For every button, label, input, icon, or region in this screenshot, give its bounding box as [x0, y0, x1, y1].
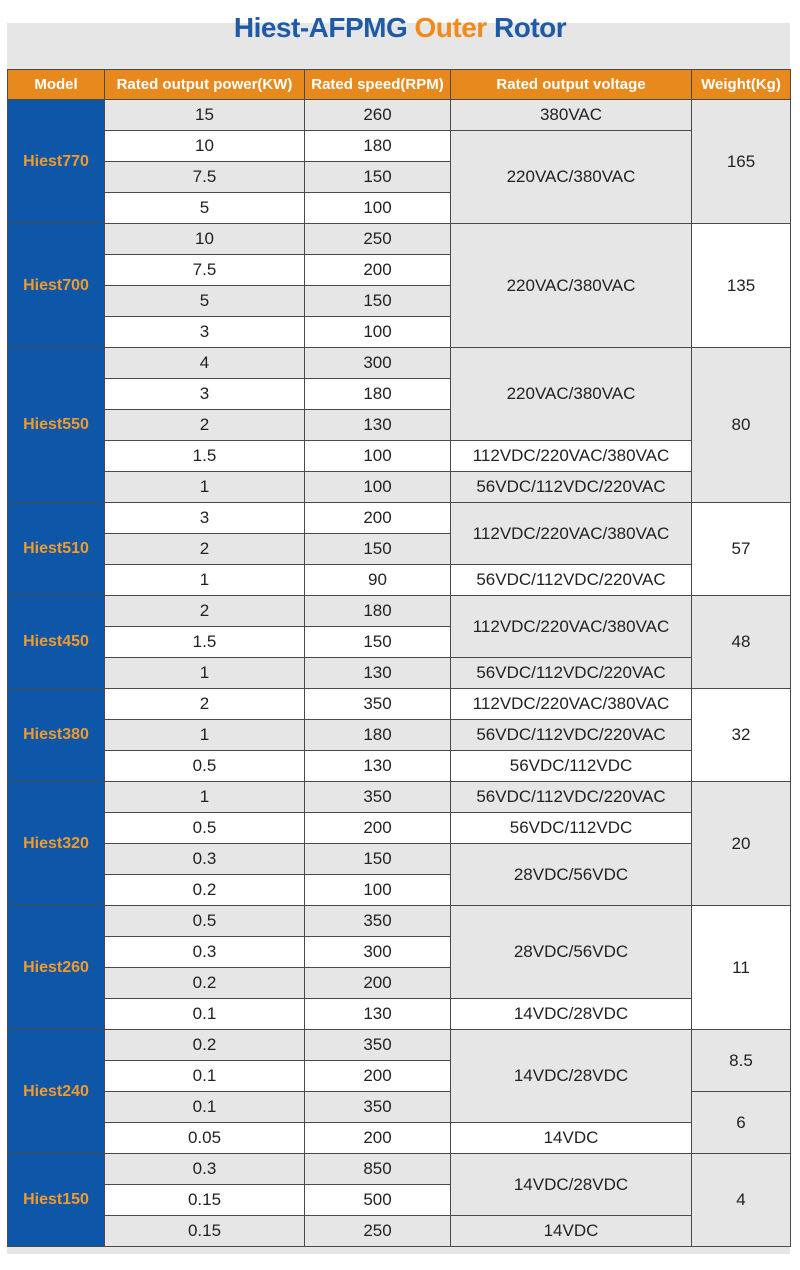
- page-title: [0, 6, 800, 50]
- table-row: [8, 565, 791, 596]
- voltage-cell: 220VAC/380VAC: [451, 224, 692, 348]
- speed-cell: 100: [305, 441, 451, 472]
- power-cell: 2: [105, 689, 305, 720]
- speed-cell: 350: [305, 782, 451, 813]
- power-cell: 0.5: [105, 813, 305, 844]
- speed-cell: 350: [305, 906, 451, 937]
- voltage-cell: 14VDC: [451, 1123, 692, 1154]
- voltage-cell: 220VAC/380VAC: [451, 348, 692, 441]
- speed-cell: 350: [305, 1030, 451, 1061]
- power-cell: 0.3: [105, 937, 305, 968]
- power-cell: 0.15: [105, 1185, 305, 1216]
- title-part-model: Hiest-AFPMG: [233, 12, 415, 43]
- voltage-cell: 112VDC/220VAC/380VAC: [451, 441, 692, 472]
- power-cell: 0.5: [105, 751, 305, 782]
- power-cell: 1.5: [105, 627, 305, 658]
- table-row: [8, 1123, 791, 1154]
- speed-cell: 350: [305, 1092, 451, 1123]
- table-row: [8, 1030, 791, 1061]
- model-cell: Hiest450: [8, 596, 105, 689]
- model-cell: Hiest240: [8, 1030, 105, 1154]
- speed-cell: 180: [305, 720, 451, 751]
- power-cell: 1: [105, 472, 305, 503]
- table-row: [8, 224, 791, 255]
- power-cell: 15: [105, 100, 305, 131]
- power-cell: 0.2: [105, 875, 305, 906]
- speed-cell: 150: [305, 627, 451, 658]
- header-power: Rated output power(KW): [105, 70, 305, 100]
- speed-cell: 180: [305, 379, 451, 410]
- power-cell: 1: [105, 658, 305, 689]
- power-cell: 10: [105, 224, 305, 255]
- header-voltage: Rated output voltage: [451, 70, 692, 100]
- voltage-cell: 14VDC: [451, 1216, 692, 1247]
- power-cell: 0.15: [105, 1216, 305, 1247]
- speed-cell: 130: [305, 658, 451, 689]
- voltage-cell: 56VDC/112VDC: [451, 813, 692, 844]
- weight-cell: 135: [692, 224, 791, 348]
- voltage-cell: 56VDC/112VDC: [451, 751, 692, 782]
- voltage-cell: 220VAC/380VAC: [451, 131, 692, 224]
- table-row: [8, 813, 791, 844]
- power-cell: 3: [105, 379, 305, 410]
- voltage-cell: 14VDC/28VDC: [451, 999, 692, 1030]
- weight-cell: 4: [692, 1154, 791, 1247]
- weight-cell: 80: [692, 348, 791, 503]
- speed-cell: 100: [305, 193, 451, 224]
- table-row: [8, 441, 791, 472]
- header-model: Model: [8, 70, 105, 100]
- table-body: [8, 100, 791, 1247]
- weight-cell: 57: [692, 503, 791, 596]
- voltage-cell: 28VDC/56VDC: [451, 844, 692, 906]
- power-cell: 0.3: [105, 844, 305, 875]
- table-row: [8, 131, 791, 162]
- voltage-cell: 112VDC/220VAC/380VAC: [451, 503, 692, 565]
- power-cell: 1: [105, 720, 305, 751]
- power-cell: 1: [105, 782, 305, 813]
- power-cell: 0.5: [105, 906, 305, 937]
- table-row: [8, 689, 791, 720]
- voltage-cell: 56VDC/112VDC/220VAC: [451, 720, 692, 751]
- speed-cell: 150: [305, 286, 451, 317]
- speed-cell: 200: [305, 255, 451, 286]
- speed-cell: 130: [305, 751, 451, 782]
- speed-cell: 100: [305, 317, 451, 348]
- speed-cell: 100: [305, 472, 451, 503]
- speed-cell: 250: [305, 1216, 451, 1247]
- power-cell: 0.05: [105, 1123, 305, 1154]
- table-row: [8, 100, 791, 131]
- table-row: [8, 906, 791, 937]
- speed-cell: 100: [305, 875, 451, 906]
- power-cell: 2: [105, 410, 305, 441]
- power-cell: 2: [105, 534, 305, 565]
- voltage-cell: 380VAC: [451, 100, 692, 131]
- table-row: [8, 596, 791, 627]
- header-speed: Rated speed(RPM): [305, 70, 451, 100]
- model-cell: Hiest550: [8, 348, 105, 503]
- power-cell: 5: [105, 193, 305, 224]
- power-cell: 1: [105, 565, 305, 596]
- voltage-cell: 112VDC/220VAC/380VAC: [451, 596, 692, 658]
- weight-cell: 48: [692, 596, 791, 689]
- power-cell: 7.5: [105, 162, 305, 193]
- header-row: [8, 70, 791, 100]
- speed-cell: 200: [305, 1123, 451, 1154]
- voltage-cell: 112VDC/220VAC/380VAC: [451, 689, 692, 720]
- header-weight: Weight(Kg): [692, 70, 791, 100]
- table-row: [8, 1154, 791, 1185]
- power-cell: 0.1: [105, 1092, 305, 1123]
- speed-cell: 150: [305, 534, 451, 565]
- table-row: [8, 503, 791, 534]
- weight-cell: 6: [692, 1092, 791, 1154]
- table-row: [8, 844, 791, 875]
- table-row: [8, 658, 791, 689]
- speed-cell: 200: [305, 968, 451, 999]
- weight-cell: 32: [692, 689, 791, 782]
- speed-cell: 260: [305, 100, 451, 131]
- power-cell: 10: [105, 131, 305, 162]
- power-cell: 4: [105, 348, 305, 379]
- voltage-cell: 56VDC/112VDC/220VAC: [451, 472, 692, 503]
- model-cell: Hiest320: [8, 782, 105, 906]
- power-cell: 0.1: [105, 1061, 305, 1092]
- power-cell: 0.1: [105, 999, 305, 1030]
- power-cell: 3: [105, 317, 305, 348]
- speed-cell: 500: [305, 1185, 451, 1216]
- weight-cell: 20: [692, 782, 791, 906]
- title-part-outer: Outer: [414, 12, 487, 43]
- table-row: [8, 751, 791, 782]
- model-cell: Hiest510: [8, 503, 105, 596]
- speed-cell: 150: [305, 844, 451, 875]
- speed-cell: 250: [305, 224, 451, 255]
- table-row: [8, 348, 791, 379]
- table-row: [8, 720, 791, 751]
- voltage-cell: 56VDC/112VDC/220VAC: [451, 782, 692, 813]
- model-cell: Hiest150: [8, 1154, 105, 1247]
- spec-table: [7, 69, 791, 1247]
- table-row: [8, 782, 791, 813]
- table-row: [8, 1216, 791, 1247]
- model-cell: Hiest700: [8, 224, 105, 348]
- speed-cell: 200: [305, 503, 451, 534]
- power-cell: 1.5: [105, 441, 305, 472]
- power-cell: 2: [105, 596, 305, 627]
- table-row: [8, 999, 791, 1030]
- power-cell: 5: [105, 286, 305, 317]
- power-cell: 0.2: [105, 1030, 305, 1061]
- speed-cell: 150: [305, 162, 451, 193]
- speed-cell: 200: [305, 1061, 451, 1092]
- speed-cell: 850: [305, 1154, 451, 1185]
- model-cell: Hiest770: [8, 100, 105, 224]
- speed-cell: 300: [305, 348, 451, 379]
- speed-cell: 130: [305, 410, 451, 441]
- speed-cell: 300: [305, 937, 451, 968]
- speed-cell: 180: [305, 596, 451, 627]
- speed-cell: 130: [305, 999, 451, 1030]
- speed-cell: 90: [305, 565, 451, 596]
- power-cell: 7.5: [105, 255, 305, 286]
- model-cell: Hiest380: [8, 689, 105, 782]
- weight-cell: 11: [692, 906, 791, 1030]
- voltage-cell: 28VDC/56VDC: [451, 906, 692, 999]
- power-cell: 0.2: [105, 968, 305, 999]
- title-part-rotor: Rotor: [486, 12, 567, 43]
- power-cell: 0.3: [105, 1154, 305, 1185]
- weight-cell: 165: [692, 100, 791, 224]
- voltage-cell: 56VDC/112VDC/220VAC: [451, 658, 692, 689]
- speed-cell: 200: [305, 813, 451, 844]
- voltage-cell: 14VDC/28VDC: [451, 1030, 692, 1123]
- speed-cell: 350: [305, 689, 451, 720]
- voltage-cell: 14VDC/28VDC: [451, 1154, 692, 1216]
- table-row: [8, 472, 791, 503]
- speed-cell: 180: [305, 131, 451, 162]
- voltage-cell: 56VDC/112VDC/220VAC: [451, 565, 692, 596]
- power-cell: 3: [105, 503, 305, 534]
- weight-cell: 8.5: [692, 1030, 791, 1092]
- model-cell: Hiest260: [8, 906, 105, 1030]
